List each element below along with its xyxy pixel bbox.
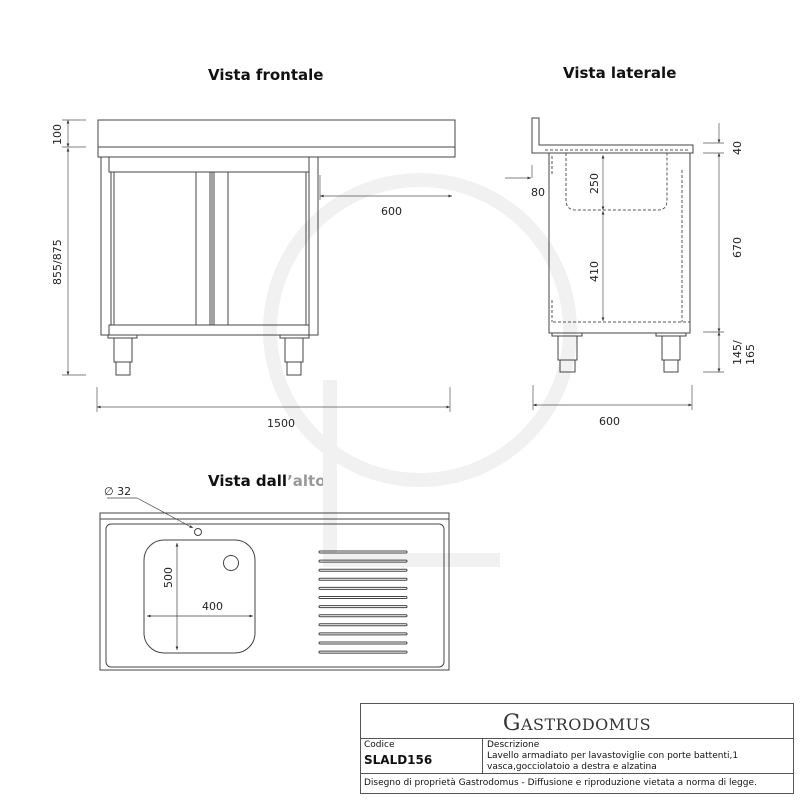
dim-top-basin-width: 400 — [202, 600, 223, 613]
drainboard-groove — [319, 615, 407, 617]
watermark-logo — [270, 180, 570, 560]
drainboard-groove — [319, 587, 407, 589]
drainboard-groove — [319, 569, 407, 571]
code-label: Codice — [364, 740, 395, 750]
gastrodomus-logo — [361, 704, 793, 739]
code-value: SLALD156 — [364, 753, 433, 767]
dim-side-backsplash: 40 — [731, 141, 744, 155]
logo-rest: ASTRODOMUS — [520, 715, 652, 734]
dim-total-width: 1500 — [267, 417, 295, 430]
drainboard-groove — [319, 651, 407, 653]
drainboard-groove — [319, 606, 407, 608]
top-view — [100, 498, 449, 670]
front-dimensions — [62, 120, 452, 412]
side-dimensions — [505, 123, 724, 410]
drainboard-groove — [319, 624, 407, 626]
front-view-title: Vista frontale — [208, 66, 324, 84]
dim-under-basin: 410 — [588, 261, 601, 282]
dim-hole-diameter: ∅ 32 — [104, 485, 132, 498]
copyright-footer: Disegno di proprietà Gastrodomus - Diffusione e riproduzione vietata a norma di legge. — [364, 778, 757, 788]
drainboard-groove — [319, 597, 407, 599]
top-view-title-a: Vista dall — [208, 472, 288, 490]
description-value: Lavello armadiato per lavastoviglie con porte battenti,1 vasca,gocciolatoio a destra e alzatina — [487, 751, 739, 772]
dim-basin-depth: 250 — [588, 173, 601, 194]
logo-initial: G — [502, 711, 521, 736]
description-label: Descrizione — [487, 740, 540, 750]
dim-total-height: 855/875 — [51, 239, 64, 285]
title-block — [360, 703, 794, 794]
dim-legs-height-a: 145/ — [731, 340, 744, 365]
dim-legs-height-b: 165 — [744, 344, 757, 365]
dim-top-basin-depth: 500 — [162, 567, 175, 588]
dim-side-depth: 600 — [599, 415, 620, 428]
drainboard-groove — [319, 642, 407, 644]
side-view — [532, 118, 693, 372]
top-view-title-b: ’alto — [287, 472, 326, 490]
drainboard-groove — [319, 633, 407, 635]
dim-side-offset: 80 — [531, 186, 545, 199]
dim-drainboard-width: 600 — [381, 205, 402, 218]
drainboard-groove — [319, 578, 407, 580]
dim-cabinet-height: 670 — [731, 237, 744, 258]
dim-backsplash-height: 100 — [51, 124, 64, 145]
side-view-title: Vista laterale — [563, 64, 677, 82]
